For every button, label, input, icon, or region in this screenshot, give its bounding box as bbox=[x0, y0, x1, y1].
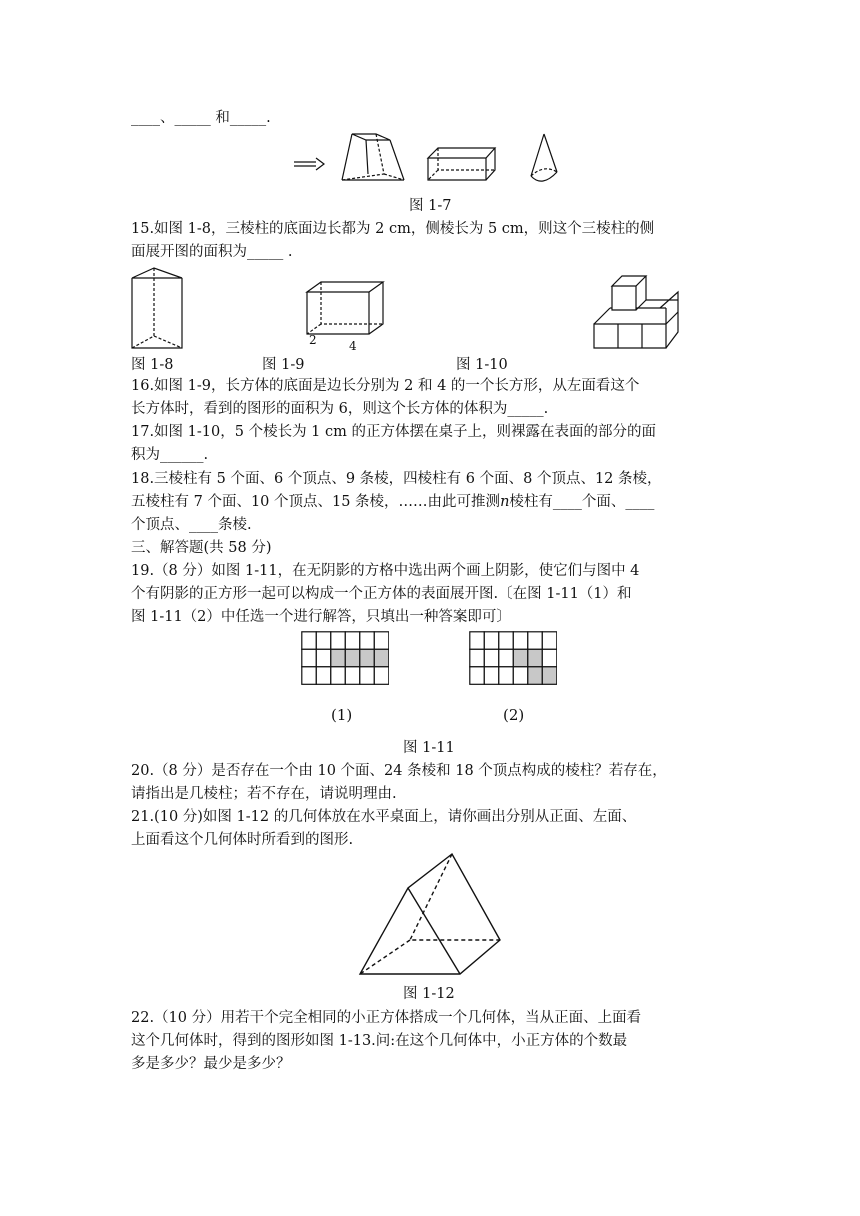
q22-line1: 22.（10 分）用若干个完全相同的小正方体搭成一个几何体，当从正面、上面看 bbox=[131, 1010, 642, 1026]
grid-2-blank-cell bbox=[470, 632, 485, 650]
grid-1-blank-cell bbox=[302, 649, 317, 667]
q16-line1: 16.如图 1-9，长方体的底面是边长分别为 2 和 4 的一个长方形，从左面看这个 bbox=[131, 378, 640, 394]
figure-1-10-caption: 图 1-10 bbox=[456, 357, 508, 373]
grid-1-drawing bbox=[301, 631, 389, 686]
q18-line1: 18.三棱柱有 5 个面、6 个顶点、9 条棱，四棱柱有 6 个面、8 个顶点、12 条棱， bbox=[131, 471, 662, 487]
grid-1-blank-cell bbox=[331, 667, 346, 685]
q19-line2: 个有阴影的正方形一起可以构成一个正方体的表面展开图.〔在图 1-11（1）和 bbox=[131, 586, 632, 602]
grid-2-blank-cell bbox=[470, 667, 485, 685]
section-3-title: 三、解答题(共 58 分) bbox=[131, 540, 272, 556]
frustum-shape bbox=[342, 134, 404, 180]
figure-1-11-label-2: (2) bbox=[503, 706, 525, 724]
prism-shape bbox=[428, 148, 495, 180]
figure-1-12-caption: 图 1-12 bbox=[403, 986, 455, 1002]
figure-1-12-drawing bbox=[356, 850, 506, 980]
grid-1-blank-cell bbox=[360, 632, 375, 650]
q21-line2: 上面看这个几何体时所看到的图形. bbox=[131, 832, 354, 848]
q15-line2: 面展开图的面积为_____ . bbox=[131, 244, 293, 260]
figure-1-11-grid-2 bbox=[469, 631, 557, 686]
figure-1-11-label-1: (1) bbox=[331, 706, 353, 724]
grid-1-blank-cell bbox=[316, 632, 331, 650]
figure-1-12 bbox=[356, 850, 506, 980]
grid-1-blank-cell bbox=[345, 667, 360, 685]
grid-1-shaded-cell bbox=[374, 649, 389, 667]
grid-2-shaded-cell bbox=[513, 649, 528, 667]
cone-shape bbox=[531, 134, 557, 181]
figure-1-11-caption: 图 1-11 bbox=[403, 740, 455, 756]
grid-2-drawing bbox=[469, 631, 557, 686]
q18-line2-end: 棱柱有____个面、____ bbox=[509, 494, 655, 510]
grid-2-blank-cell bbox=[528, 632, 543, 650]
q20-line1: 20.（8 分）是否存在一个由 10 个面、24 条棱和 18 个顶点构成的棱柱？若存在， bbox=[131, 763, 667, 779]
figure-1-9-label-2: 2 bbox=[309, 333, 317, 347]
grid-1-blank-cell bbox=[360, 667, 375, 685]
figure-1-10-drawing bbox=[590, 272, 680, 354]
figure-1-8-caption: 图 1-8 bbox=[131, 357, 174, 373]
q18-line3: 个顶点、____条棱. bbox=[131, 517, 252, 533]
q19-line1: 19.（8 分）如图 1-11，在无阴影的方格中选出两个画上阴影，使它们与图中 4 bbox=[131, 563, 640, 579]
figure-1-7-caption: 图 1-7 bbox=[409, 198, 452, 214]
q19-line3: 图 1-11（2）中任选一个进行解答，只填出一种答案即可〕 bbox=[131, 609, 511, 625]
grid-2-shaded-cell bbox=[528, 649, 543, 667]
grid-2-blank-cell bbox=[484, 667, 499, 685]
grid-2-blank-cell bbox=[499, 649, 514, 667]
grid-2-blank-cell bbox=[513, 632, 528, 650]
grid-1-blank-cell bbox=[331, 632, 346, 650]
grid-1-blank-cell bbox=[302, 632, 317, 650]
grid-1-shaded-cell bbox=[345, 649, 360, 667]
q18-line2-start: 五棱柱有 7 个面、10 个顶点、15 条棱，……由此可推测 bbox=[131, 494, 501, 510]
q17-line2: 积为______. bbox=[131, 447, 209, 463]
grid-1-blank-cell bbox=[316, 667, 331, 685]
grid-2-blank-cell bbox=[542, 632, 557, 650]
q14-tail: ____、_____ 和_____. bbox=[131, 110, 271, 126]
grid-1-blank-cell bbox=[374, 667, 389, 685]
grid-2-blank-cell bbox=[542, 649, 557, 667]
grid-2-blank-cell bbox=[513, 667, 528, 685]
q15-line1: 15.如图 1-8，三棱柱的底面边长都为 2 cm，侧棱长为 5 cm，则这个三棱柱的侧 bbox=[131, 221, 655, 237]
q22-line2: 这个几何体时，得到的图形如图 1-13.问:在这个几何体中，小正方体的个数最 bbox=[131, 1033, 628, 1049]
grid-2-blank-cell bbox=[470, 649, 485, 667]
grid-2-shaded-cell bbox=[528, 667, 543, 685]
q20-line2: 请指出是几棱柱；若不存在，请说明理由. bbox=[131, 786, 397, 802]
grid-1-blank-cell bbox=[316, 649, 331, 667]
grid-1-blank-cell bbox=[345, 632, 360, 650]
figure-1-8-drawing bbox=[128, 264, 194, 352]
q18-line2 bbox=[131, 492, 654, 512]
figure-1-8 bbox=[128, 264, 194, 352]
q21-line1: 21.(10 分)如图 1-12 的几何体放在水平桌面上，请你画出分别从正面、左面、 bbox=[131, 809, 637, 825]
figure-1-7-drawing bbox=[290, 128, 580, 190]
figure-1-9-caption: 图 1-9 bbox=[262, 357, 305, 373]
grid-2-shaded-cell bbox=[542, 667, 557, 685]
figure-1-9-label-4: 4 bbox=[349, 339, 357, 353]
grid-2-blank-cell bbox=[484, 649, 499, 667]
figure-1-10 bbox=[590, 272, 680, 354]
q18-variable-n: n bbox=[500, 494, 510, 510]
grid-2-blank-cell bbox=[484, 632, 499, 650]
grid-1-blank-cell bbox=[374, 632, 389, 650]
q17-line1: 17.如图 1-10，5 个棱长为 1 cm 的正方体摆在桌子上，则裸露在表面的部分的面 bbox=[131, 424, 656, 440]
figure-1-7 bbox=[290, 128, 580, 190]
grid-1-shaded-cell bbox=[331, 649, 346, 667]
figure-1-11-grid-1 bbox=[301, 631, 389, 686]
q16-line2: 长方体时，看到的图形的面积为 6，则这个长方体的体积为_____. bbox=[131, 401, 549, 417]
grid-2-blank-cell bbox=[499, 632, 514, 650]
grid-1-shaded-cell bbox=[360, 649, 375, 667]
grid-1-blank-cell bbox=[302, 667, 317, 685]
arrow-icon bbox=[294, 158, 324, 170]
q22-line3: 多是多少？最少是多少？ bbox=[131, 1056, 291, 1072]
grid-2-blank-cell bbox=[499, 667, 514, 685]
